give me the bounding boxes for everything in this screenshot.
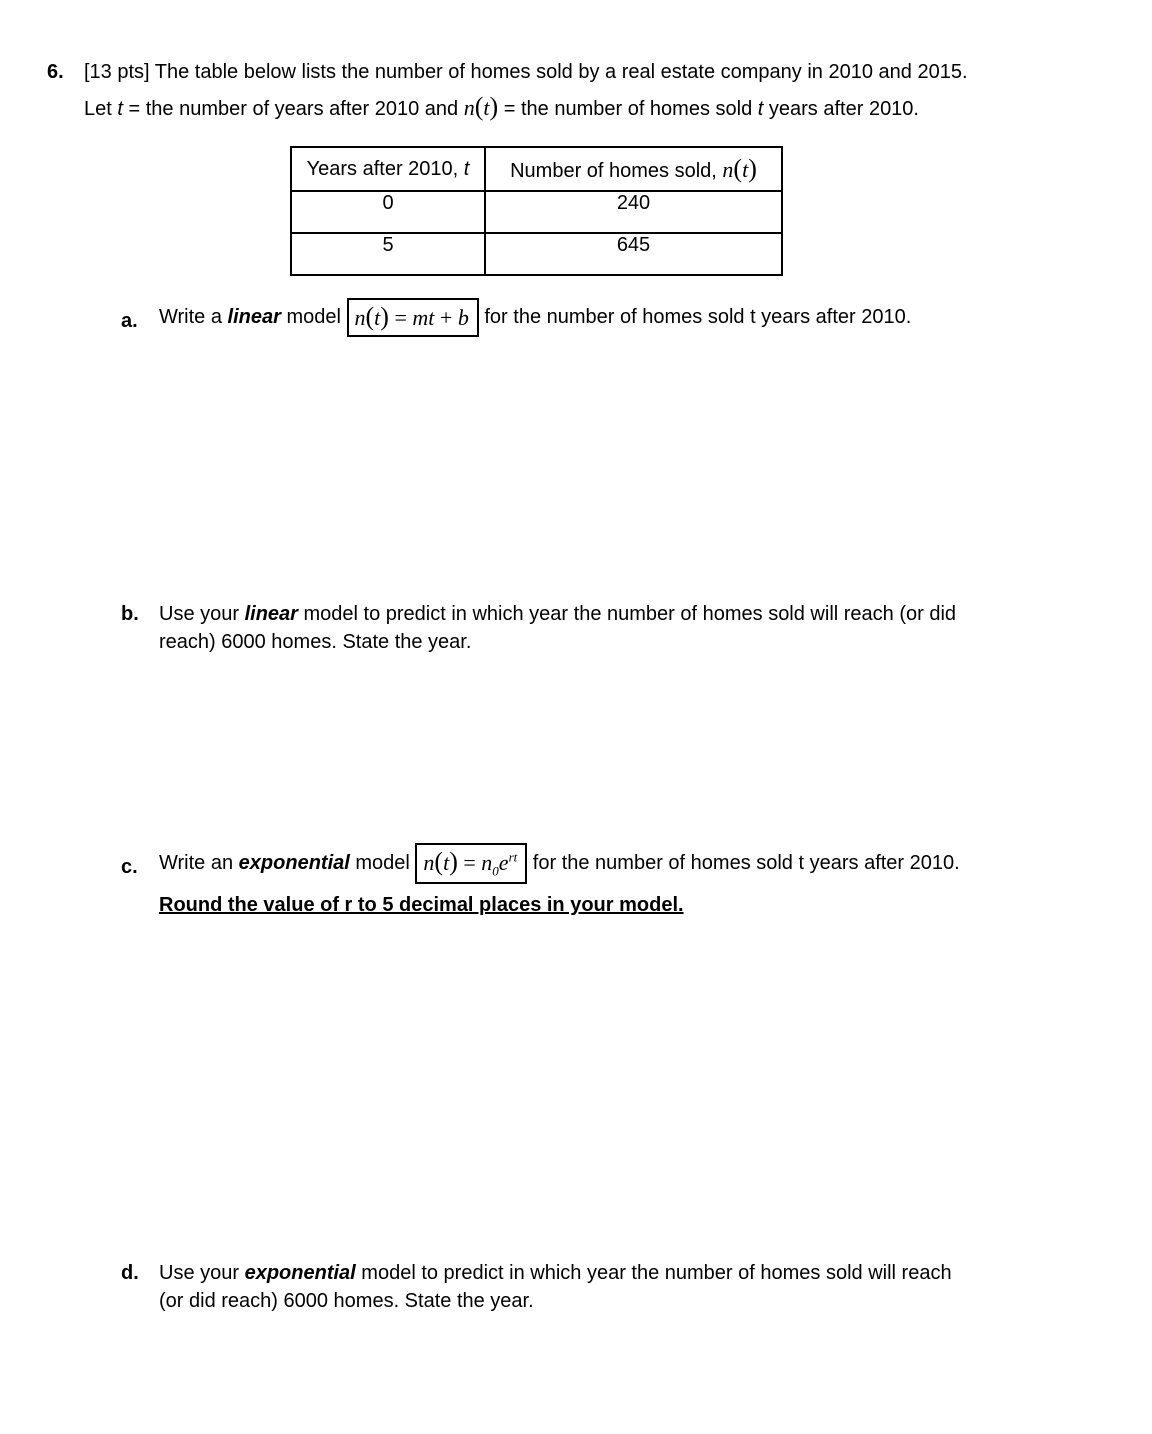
part-b-text-line1: Use your linear model to predict in which year the number of homes sold will reach (or did xyxy=(159,603,957,625)
part-b-label: b. xyxy=(121,603,139,625)
header-years-after-2010: Years after 2010, t xyxy=(291,147,485,191)
part-c-text: Write an exponential model $n(t) = n_0e^{rt}$ for the number of homes sold t years after 2010. xyxy=(159,843,960,884)
exponential-model-formula-box: $n(t) = n_0e^{rt}$ xyxy=(415,843,527,884)
homes-sold-table xyxy=(290,146,783,276)
part-d-text-line1: Use your exponential model to predict in which year the number of homes sold will reach xyxy=(159,1262,952,1284)
part-a-text: Write a linear model n(t) = mt + b for the number of homes sold t years after 2010. xyxy=(159,298,911,337)
question-number: 6. xyxy=(47,61,64,83)
table-cell-n: 645 xyxy=(485,233,782,275)
table-row xyxy=(291,191,782,233)
table-row xyxy=(291,233,782,275)
part-d-label: d. xyxy=(121,1262,139,1284)
linear-model-formula-box: n(t) = mt + b xyxy=(347,298,479,337)
part-c-rounding-note: Round the value of r to 5 decimal places in your model. xyxy=(159,894,684,916)
question-intro-line1: [13 pts] The table below lists the number of homes sold by a real estate company in 2010 and 2015. xyxy=(84,61,968,83)
table-cell-t: 0 xyxy=(291,191,485,233)
table-cell-n: 240 xyxy=(485,191,782,233)
question-intro-line2: Let t = the number of years after 2010 and n(t) = the number of homes sold t years after 2010. xyxy=(84,92,919,121)
part-b-text-line2: reach) 6000 homes. State the year. xyxy=(159,631,472,653)
table-header-row xyxy=(291,147,782,191)
part-d-text-line2: (or did reach) 6000 homes. State the year. xyxy=(159,1290,534,1312)
n-of-t-notation: n(t) xyxy=(463,92,499,121)
header-number-of-homes-sold: Number of homes sold, n(t) xyxy=(485,147,782,191)
part-a-label: a. xyxy=(121,310,138,332)
part-c-label: c. xyxy=(121,856,138,878)
table-cell-t: 5 xyxy=(291,233,485,275)
